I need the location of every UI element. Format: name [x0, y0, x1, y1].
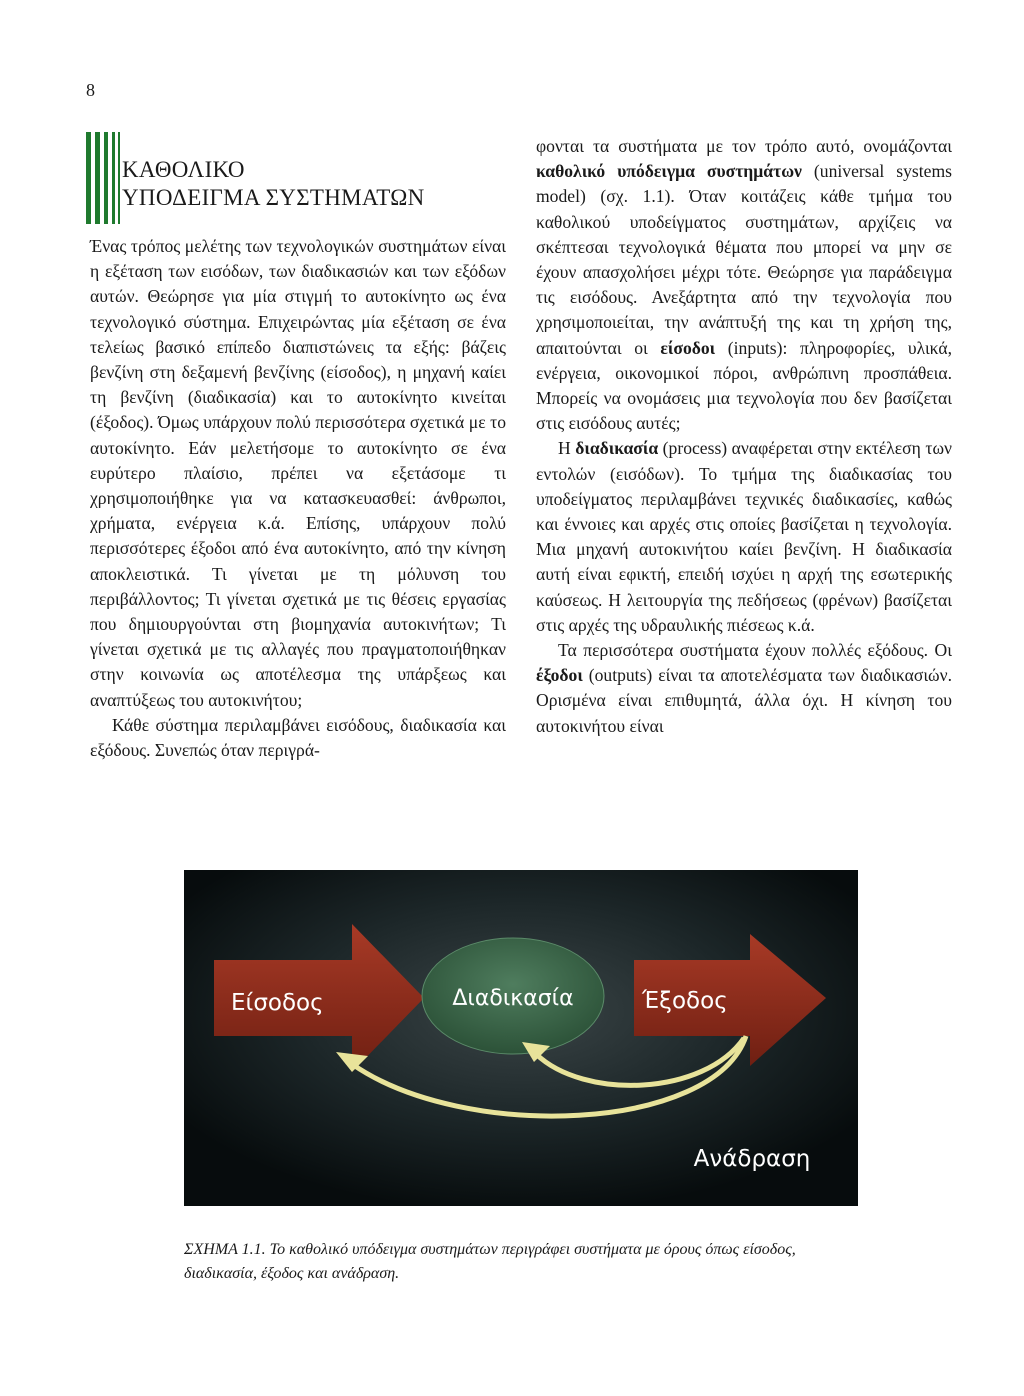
- section-heading-line2: ΥΠΟΔΕΙΓΜΑ ΣΥΣΤΗΜΑΤΩΝ: [122, 185, 425, 210]
- term-outputs: έξοδοι: [536, 665, 583, 686]
- left-column: [90, 234, 506, 763]
- right-p3-text-a: Τα περισσότερα συστήματα έχουν πολλές εξόδους. Οι: [558, 640, 952, 661]
- right-p2-text-a: Η: [558, 438, 576, 459]
- right-paragraph-1: [536, 134, 952, 436]
- right-p3-text-c: (outputs) είναι τα αποτελέσματα των διαδικασιών. Ορισμένα είναι επιθυμητά, άλλα όχι. Η κίνηση του αυτοκινήτου είναι: [536, 665, 952, 736]
- right-p1-text-c: (universal systems model) (σχ. 1.1). Όταν κοιτάζεις κάθε τμήμα του καθολικού υποδείγματος συστημάτων, αρχίζεις να σκέπτεσαι τεχνολογικά θέματα που μπορεί να μην σε έχουν απασχολήσει μέχρι τότε. Θεώρησε για παράδειγμα τις εισόδους. Ανεξάρτητα από την τεχνολογία που χρησιμοποιείται, την ανάπτυξή της και τη χρήση της, απαιτούνται οι: [536, 161, 952, 358]
- right-p1-text-a: φονται τα συστήματα με τον τρόπο αυτό, ονομάζονται: [536, 136, 952, 156]
- section-heading: [122, 156, 425, 212]
- term-inputs: είσοδοι: [660, 337, 716, 358]
- right-p1-text-e: (inputs): πληροφορίες, υλικά, ενέργεια, οικονομικοί πόροι, ανθρώπινη προσπάθεια. Μπορείς να ονομάσεις μια τεχνολογία που δεν βασίζεται στις εισόδους αυτές;: [536, 337, 952, 434]
- term-universal-systems-model: καθολικό υπόδειγμα συστημάτων: [536, 161, 802, 182]
- right-column: [536, 134, 952, 739]
- process-label: Διαδικασία: [452, 986, 574, 1011]
- figure-diagram: [184, 870, 858, 1206]
- caption-label: ΣΧΗΜΑ 1.1.: [184, 1241, 266, 1258]
- caption-text: Το καθολικό υπόδειγμα συστημάτων περιγράφει συστήματα με όρους όπως είσοδος, διαδικασία, έξοδος και ανάδραση.: [184, 1241, 796, 1282]
- section-heading-line1: ΚΑΘΟΛΙΚΟ: [122, 157, 245, 182]
- right-paragraph-2: [536, 436, 952, 638]
- feedback-label: Ανάδραση: [693, 1146, 811, 1172]
- left-paragraph-1: Ένας τρόπος μελέτης των τεχνολογικών συστημάτων είναι η εξέταση των εισόδων, των διαδικασιών και των εξόδων αυτών. Θεώρησε για μία στιγμή το αυτοκίνητο ως ένα τεχνολογικό σύστημα. Επιχειρώντας μία εξέταση σε ένα τελείως βασικό επίπεδο διαπιστώνεις τα εξής: βάζεις βενζίνη στη δεξαμενή βενζίνης (είσοδος), η μηχανή καίει τη βενζίνη (διαδικασία) και το αυτοκίνητο κινείται (έξοδος). Όμως υπάρχουν πολύ περισσότερα σχετικά με το αυτοκίνητο. Εάν μελετήσομε το αυτοκίνητο σε ένα ευρύτερο πλαίσιο, πρέπει να εξετάσομε τι χρησιμοποιήθηκε για να κατασκευασθεί: άνθρωποι, χρήματα, ενέργεια κ.ά. Επίσης, υπάρχουν πολύ περισσότερες έξοδοι από ένα αυτοκίνητο, από την κίνηση αποκλειστικά. Τι γίνεται με τη μόλυνση του περιβάλλοντος; Τι γίνεται σχετικά με τις θέσεις εργασίας που δημιουργούνται στη βιομηχανία αυτοκινήτων; Τι γίνεται σχετικά με τις αλλαγές που πραγματοποιήθηκαν στην κοινωνία ως αποτέλεσμα της υπάρξεως και αναπτύξεως του αυτοκινήτου;: [90, 236, 506, 710]
- right-paragraph-3: [536, 638, 952, 739]
- left-paragraph-2: Κάθε σύστημα περιλαμβάνει εισόδους, διαδικασία και εξόδους. Συνεπώς όταν περιγρά-: [90, 714, 506, 761]
- section-heading-bars: [86, 132, 122, 224]
- figure-caption: [184, 1238, 864, 1286]
- figure-universal-systems-model: [184, 870, 858, 1206]
- right-p2-text-c: (process) αναφέρεται στην εκτέλεση των εντολών (εισόδων). Το τμήμα της διαδικασίας του υποδείγματος περιλαμβάνει τεχνικές διαδικασίες, καθώς και έννοιες και αρχές στις οποίες βασίζεται η τεχνολογία. Μια μηχανή αυτοκινήτου καίει βενζίνη. Η διαδικασία αυτή είναι εφικτή, επειδή ισχύει η αρχή της εσωτερικής καύσεως. Η λειτουργία της πεδήσεως (φρένων) βασίζεται στις αρχές της υδραυλικής πιέσεως κ.ά.: [536, 438, 952, 635]
- input-label: Είσοδος: [231, 990, 324, 1016]
- output-label: Έξοδος: [642, 988, 728, 1014]
- term-process: διαδικασία: [575, 438, 659, 459]
- page-number: 8: [86, 80, 95, 100]
